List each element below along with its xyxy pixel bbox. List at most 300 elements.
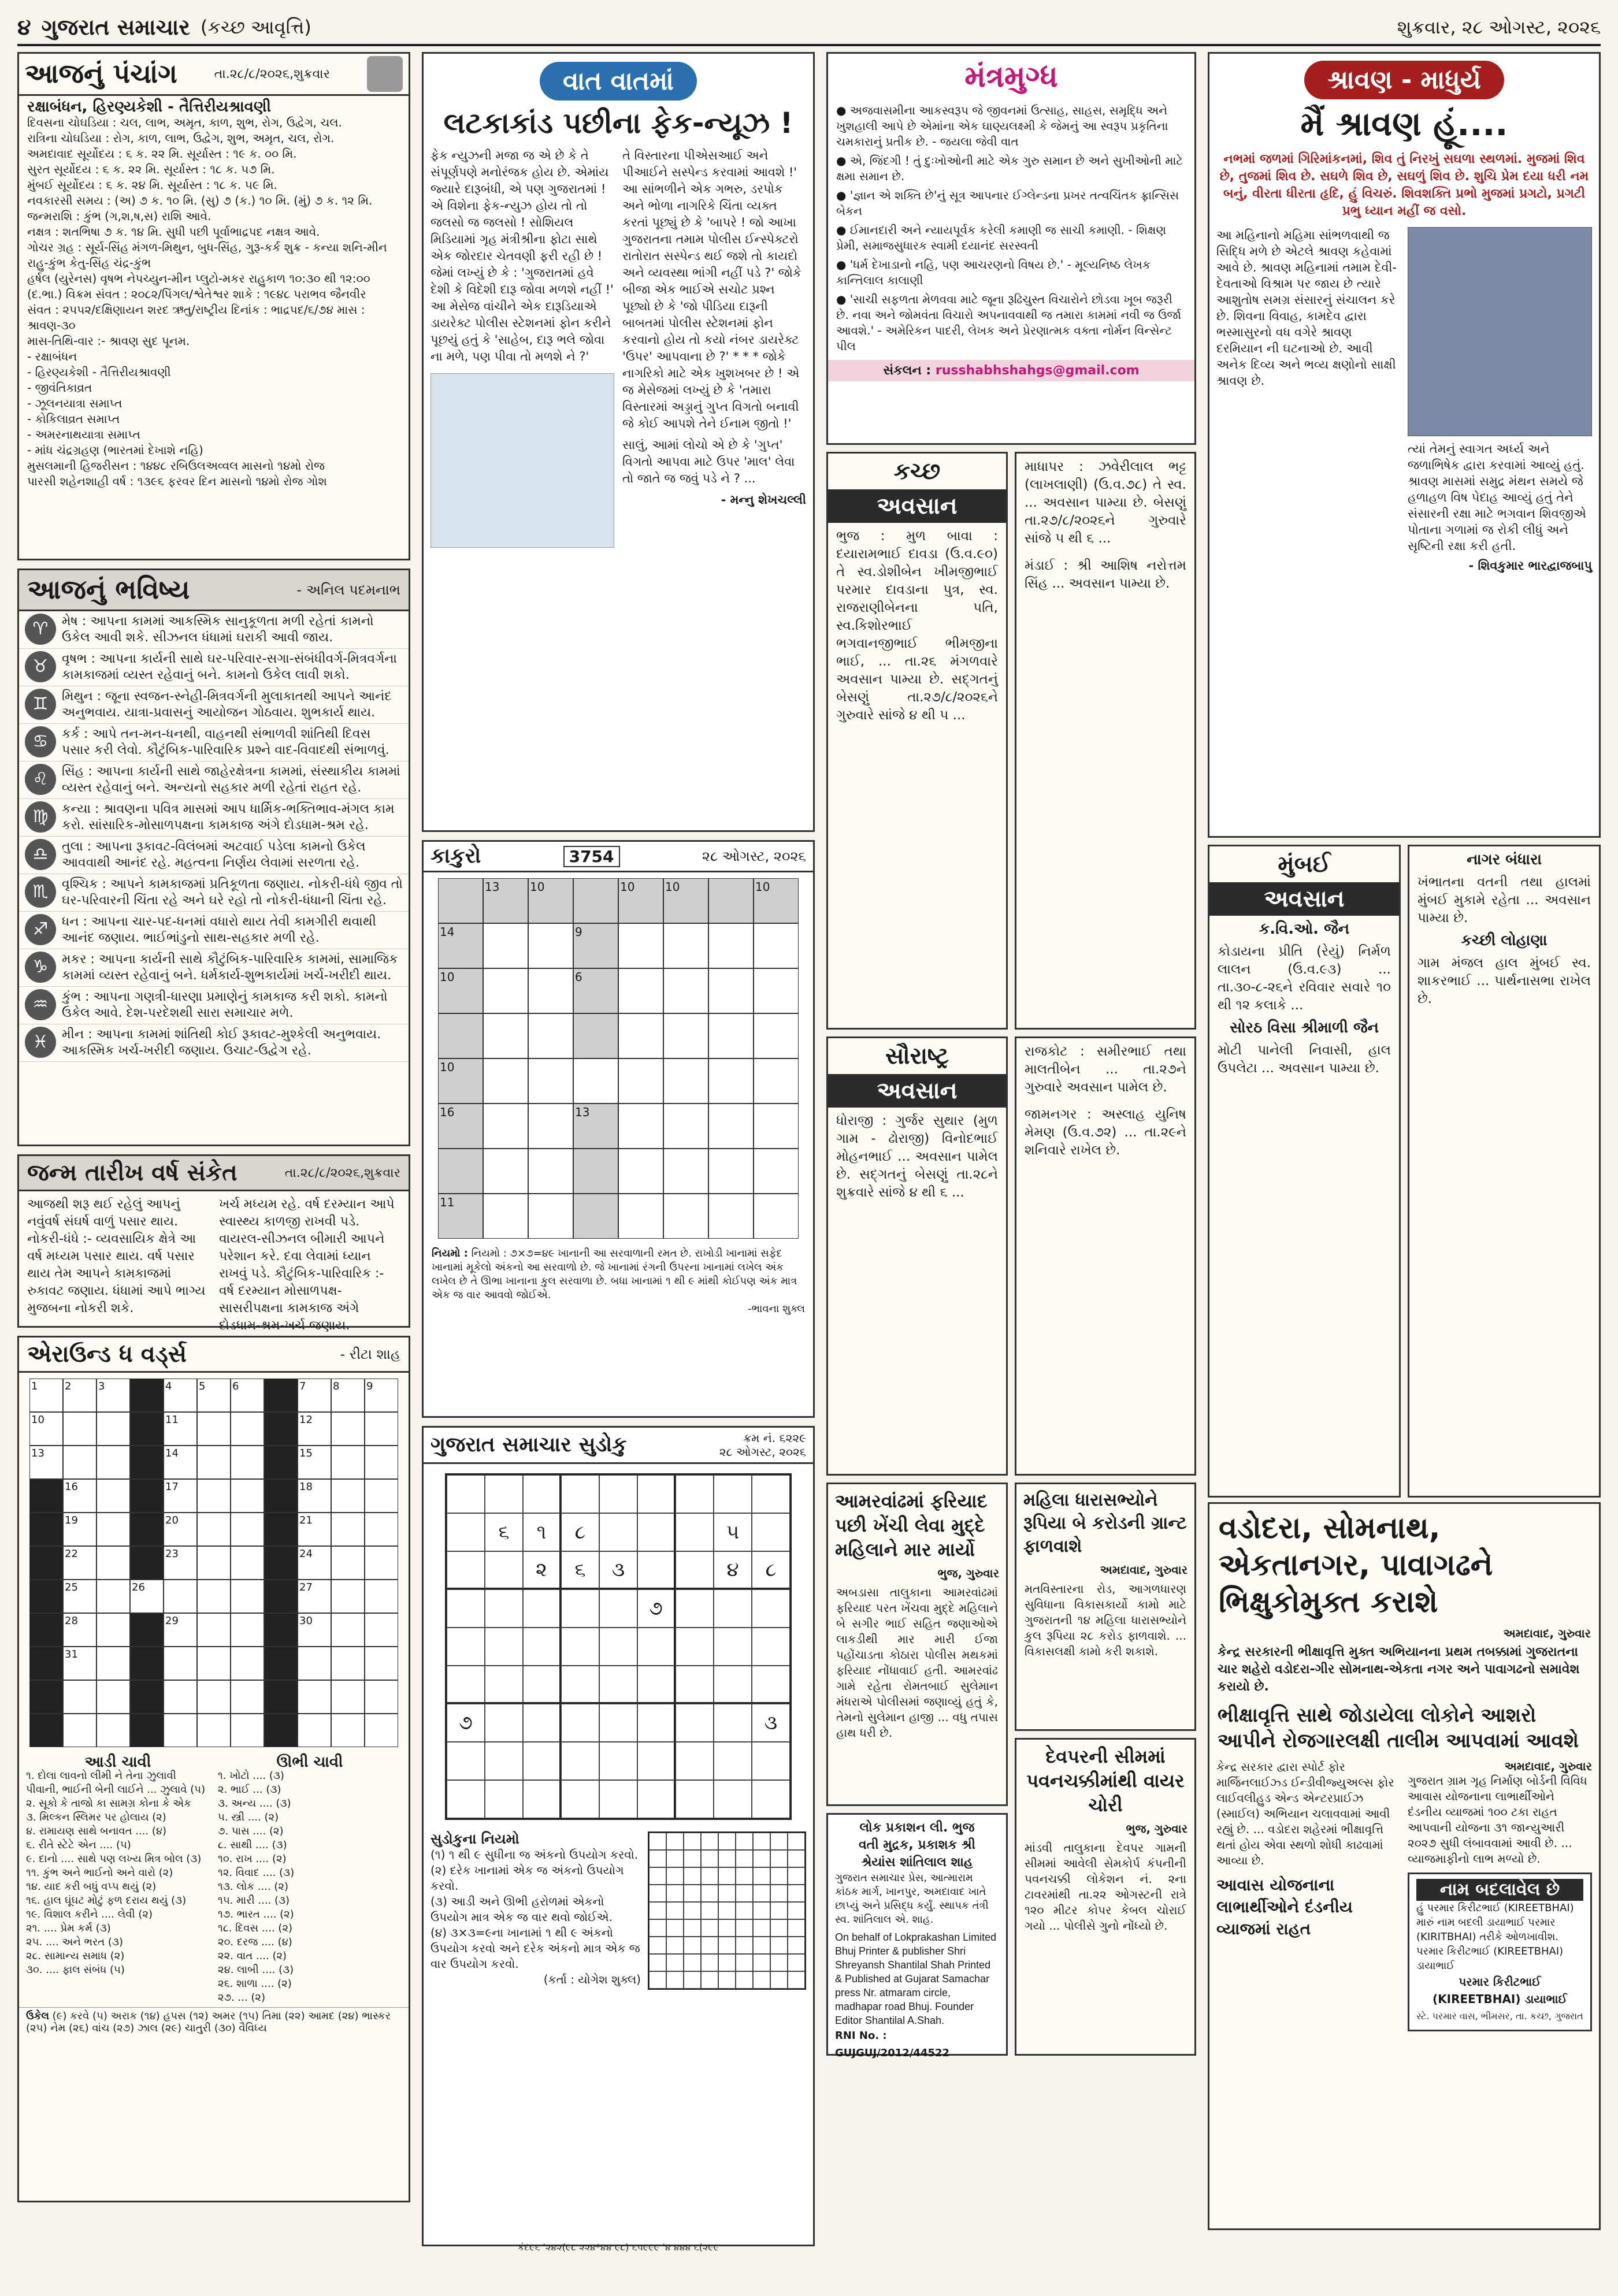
down-title: ઊભી ચાવી — [276, 1753, 343, 1771]
sudoku-cell[interactable] — [599, 1780, 637, 1818]
sudoku-cell[interactable] — [485, 1742, 523, 1780]
crossword-cell[interactable] — [164, 1647, 197, 1680]
sudoku-cell[interactable] — [485, 1666, 523, 1704]
sudoku-cell[interactable] — [447, 1475, 485, 1513]
sudoku-cell: ૮ — [561, 1513, 599, 1551]
sudoku-cell[interactable] — [485, 1475, 523, 1513]
crossword-cell[interactable] — [365, 1647, 398, 1680]
kakuro-cell[interactable] — [483, 968, 528, 1013]
zodiac-row — [19, 987, 409, 1024]
sudoku-cell[interactable] — [447, 1628, 485, 1666]
crossword-cell[interactable]: 27 — [298, 1580, 331, 1613]
crossword-cell[interactable]: 5 — [197, 1379, 231, 1412]
mumbai-box-2 — [1408, 845, 1601, 1498]
mantra-item: ● 'સાચી સફળતા મેળવવા માટે જૂના રૂઢિચુસ્ત વિચારોને છોડવા ખૂબ જરૂરી છે. નવા અને જોમવંતા વિચારો અપનાવવાથી જ તમારા કામમાં નવી જ ઉર્જા આવશે.' - અમેરિકન પાદરી, લેખક અને પ્રેરણાત્મક વક્તા નોર્મન વિન્સેન્ટ પીલ — [836, 292, 1182, 353]
crossword-cell[interactable]: 11 — [164, 1412, 197, 1446]
sudoku-answer-cell — [701, 1971, 718, 1989]
vat-box — [422, 52, 815, 832]
crossword-cell[interactable] — [231, 1412, 264, 1446]
sudoku-cell[interactable] — [599, 1589, 637, 1628]
crossword-cell[interactable]: 9 — [365, 1379, 398, 1412]
kakuro-cell[interactable] — [663, 968, 708, 1013]
sudoku-cell[interactable] — [523, 1628, 561, 1666]
sudoku-cell[interactable] — [676, 1780, 714, 1818]
crossword-cell[interactable] — [298, 1680, 331, 1714]
crossword-cell[interactable] — [231, 1680, 264, 1714]
crossword-cell[interactable] — [63, 1714, 97, 1747]
kakuro-cell[interactable] — [754, 923, 799, 968]
crossword-cell[interactable] — [231, 1479, 264, 1513]
crossword-cell[interactable] — [365, 1714, 398, 1747]
sudoku-cell[interactable] — [637, 1551, 676, 1589]
kakuro-cell[interactable] — [528, 923, 573, 968]
crossword-title: એરાઉન્ડ ધ વર્ડ્સ — [27, 1341, 187, 1368]
kakuro-cell[interactable] — [618, 1149, 663, 1194]
kakuro-cell[interactable] — [663, 1194, 708, 1239]
crossword-cell[interactable] — [298, 1647, 331, 1680]
crossword-cell[interactable]: 19 — [63, 1513, 97, 1546]
sudoku-cell[interactable] — [561, 1780, 599, 1818]
news2-headline: મહિલા ધારાસભ્યોને રૂપિયા બે કરોડની ગ્રાન્ટ ફાળવાશે — [1023, 1490, 1187, 1556]
crossword-cell[interactable] — [197, 1613, 231, 1647]
crossword-cell[interactable] — [365, 1613, 398, 1647]
sudoku-cell[interactable] — [447, 1666, 485, 1704]
birthday-right-text: ખર્ચ મધ્યમ રહે. વર્ષ દરમ્યાન આપે સ્વાસ્થ્ય કાળજી રાખવી પડે. વાયરલ-સીઝનલ બીમારી આપને પરેશાન કરે. દવા લેવામાં ધ્યાન રાખવું પડે. કૌટુંબિક-પારિવારિક :- વર્ષ દરમ્યાન મોસાળપક્ષ-સાસરીપક્ષના કામકાજ અંગે દોડધામ-શ્રમ-ખર્ચ જણાય. — [219, 1197, 395, 1333]
crossword-cell[interactable] — [365, 1479, 398, 1513]
sudoku-cell[interactable] — [599, 1666, 637, 1704]
sudoku-cell[interactable] — [447, 1589, 485, 1628]
crossword-cell[interactable] — [331, 1613, 365, 1647]
crossword-cell[interactable] — [197, 1714, 231, 1747]
kakuro-rules-title: નિયમો : — [432, 1247, 468, 1260]
sudoku-answer-cell — [788, 1954, 805, 1971]
sudoku-answer-cell — [649, 1919, 666, 1937]
sudoku-cell[interactable] — [523, 1780, 561, 1818]
namechange-address: સ્ટે. પરમાર વાસ, ભીમસર, તા. કચ્છ, ગુજરાત — [1416, 2011, 1583, 2022]
crossword-cell[interactable] — [231, 1580, 264, 1613]
sudoku-cell[interactable] — [523, 1666, 561, 1704]
kakuro-cell[interactable] — [754, 1149, 799, 1194]
sudoku-cell[interactable] — [714, 1704, 752, 1742]
sudoku-cell[interactable] — [714, 1666, 752, 1704]
sudoku-cell: ૨ — [523, 1551, 561, 1589]
crossword-cell[interactable] — [331, 1412, 365, 1446]
crossword-cell[interactable]: 21 — [298, 1513, 331, 1546]
kakuro-cell[interactable] — [708, 968, 754, 1013]
crossword-cell[interactable] — [197, 1680, 231, 1714]
sudoku-answer-cell — [753, 1885, 770, 1902]
kakuro-cell[interactable] — [754, 1104, 799, 1149]
kakuro-cell[interactable] — [708, 923, 754, 968]
crossword-cell[interactable]: 30 — [298, 1613, 331, 1647]
kakuro-cell[interactable] — [754, 1194, 799, 1239]
crossword-cell — [130, 1647, 164, 1680]
sudoku-cell[interactable] — [676, 1513, 714, 1551]
sudoku-answer-cell — [770, 1937, 788, 1954]
kakuro-cell[interactable] — [663, 1013, 708, 1058]
mantra-contact[interactable]: russhabhshahgs@gmail.com — [935, 363, 1140, 378]
sudoku-cell[interactable] — [523, 1589, 561, 1628]
kakuro-cell[interactable] — [663, 1149, 708, 1194]
crossword-cell[interactable] — [365, 1546, 398, 1580]
sudoku-answer-cell — [701, 1937, 718, 1954]
mantra-item: ● 'ધર્મ દેખાડાનો નહિ, પણ આચરણનો વિષય છે.' - મૂલ્યનિષ્ઠ લેખક કાન્તિલાલ કાલાણી — [836, 258, 1151, 287]
crossword-cell[interactable]: 18 — [298, 1479, 331, 1513]
crossword-cell[interactable]: 20 — [164, 1513, 197, 1546]
sudoku-cell: ૧ — [523, 1513, 561, 1551]
sudoku-rule: (૪) ૩×૩=૯ના ખાનામાં ૧ થી ૯ અંકનો ઉપયોગ કરવો અને દરેક અંકનો માત્ર એક જ વાર ઉપયોગ કરવો. — [431, 1926, 640, 1971]
kakuro-cell[interactable] — [754, 968, 799, 1013]
sudoku-answer-cell — [788, 1867, 805, 1885]
vat-author: - મન્નુ શેખચલ્લી — [721, 493, 806, 507]
kakuro-cell[interactable] — [618, 1058, 663, 1104]
column-second — [422, 52, 815, 2246]
crossword-cell[interactable]: 8 — [331, 1379, 365, 1412]
crossword-cell[interactable] — [97, 1546, 130, 1580]
crossword-cell[interactable]: 4 — [164, 1379, 197, 1412]
crossword-cell[interactable] — [197, 1647, 231, 1680]
crossword-cell[interactable] — [164, 1714, 197, 1747]
kakuro-cell[interactable] — [618, 1104, 663, 1149]
mumbai-name-1: ક.વિ.ઓ. જૈન — [1259, 920, 1350, 938]
crossword-cell[interactable] — [97, 1513, 130, 1546]
sudoku-cell[interactable] — [599, 1704, 637, 1742]
crossword-cell[interactable]: 22 — [63, 1546, 97, 1580]
kakuro-clue-cell — [573, 1194, 618, 1239]
sudoku-cell[interactable] — [637, 1513, 676, 1551]
kakuro-cell[interactable] — [708, 1104, 754, 1149]
crossword-cell[interactable] — [365, 1446, 398, 1479]
sudoku-cell[interactable] — [752, 1513, 790, 1551]
across-clue: ૯. દાનો .... સાથે પણ લખ્ય મિત્ર બોલ (૩) — [26, 1853, 202, 1865]
name-change-box — [1408, 1873, 1592, 2031]
crossword-cell[interactable]: 3 — [97, 1379, 130, 1412]
sudoku-rule: (૩) આડી અને ઊભી હરોળમાં એકનો ઉપયોગ માત્ર એક જ વાર થવો જોઈએ. — [431, 1894, 613, 1924]
sudoku-cell[interactable] — [485, 1780, 523, 1818]
sudoku-cell[interactable] — [637, 1628, 676, 1666]
sudoku-cell[interactable] — [523, 1704, 561, 1742]
across-clue: ૨૮. સામાન્ય સમાધ (૨) — [26, 1950, 125, 1962]
sudoku-answer-cell — [684, 1833, 701, 1850]
zodiac-row — [19, 1024, 409, 1062]
sudoku-cell[interactable] — [752, 1780, 790, 1818]
lok-body: ગુજરાત સમાચાર પ્રેસ, આત્મારામ કાંઠક માર્ગ, ખાનપુર, અમદાવાદ ખાતે છાપ્યું અને પ્રસિદ્ધ કર્યું. સ્થાપક તંત્રી સ્વ. શાંતિલાલ એ. શાહ. — [835, 1872, 989, 1926]
awas-headline: આવાસ યોજનાના લાભાર્થીઓને દંડનીય વ્યાજમાં રાહત — [1216, 1875, 1353, 1938]
sudoku-cell[interactable] — [485, 1628, 523, 1666]
crossword-cell[interactable] — [63, 1446, 97, 1479]
sudoku-answer-cell — [718, 1850, 736, 1867]
sudoku-answer-cell — [736, 1971, 753, 1989]
crossword-cell[interactable] — [97, 1680, 130, 1714]
crossword-cell[interactable] — [97, 1613, 130, 1647]
sudoku-cell[interactable] — [561, 1475, 599, 1513]
crossword-cell[interactable] — [365, 1412, 398, 1446]
crossword-cell[interactable] — [365, 1580, 398, 1613]
zodiac-row — [19, 799, 409, 837]
kakuro-cell[interactable] — [663, 1058, 708, 1104]
sudoku-answer-cell — [753, 1850, 770, 1867]
crossword-cell[interactable] — [197, 1580, 231, 1613]
crossword-cell[interactable] — [197, 1546, 231, 1580]
kakuro-clue-cell: 9 — [573, 923, 618, 968]
crossword-cell[interactable] — [331, 1680, 365, 1714]
down-clue: ૫. સ્ત્રી .... (૨) — [218, 1811, 279, 1823]
crossword-cell — [29, 1580, 63, 1613]
sudoku-cell[interactable] — [676, 1704, 714, 1742]
kakuro-cell[interactable] — [483, 1194, 528, 1239]
kakuro-cell[interactable] — [528, 1149, 573, 1194]
sudoku-cell[interactable] — [447, 1513, 485, 1551]
kakuro-cell[interactable] — [708, 1194, 754, 1239]
kakuro-cell[interactable] — [528, 1104, 573, 1149]
crossword-cell[interactable] — [97, 1580, 130, 1613]
namechange-title: નામ બદલાવેલ છે — [1416, 1879, 1583, 1901]
sudoku-cell[interactable] — [714, 1475, 752, 1513]
crossword-cell[interactable] — [331, 1714, 365, 1747]
sudoku-cell[interactable] — [561, 1589, 599, 1628]
sudoku-grid[interactable] — [445, 1473, 792, 1820]
sudoku-cell[interactable] — [676, 1666, 714, 1704]
panchang-line: - માંધ ચંદ્રગ્રહણ (ભારતમાં દેખાશે નહિ) — [27, 443, 203, 457]
crossword-cell[interactable] — [97, 1714, 130, 1747]
crossword-cell — [130, 1680, 164, 1714]
crossword-cell[interactable] — [331, 1580, 365, 1613]
kakuro-cell[interactable] — [483, 923, 528, 968]
crossword-cell[interactable] — [63, 1412, 97, 1446]
crossword-cell[interactable] — [63, 1680, 97, 1714]
down-clue: ૭. પાસ .... (૨) — [218, 1825, 284, 1837]
crossword-cell[interactable] — [298, 1714, 331, 1747]
sudoku-cell[interactable] — [676, 1551, 714, 1589]
bhavishya-box — [17, 569, 410, 1146]
panchang-line: નક્ષત્ર : શતભિષા ૭ ક. ૧૪ મિ. સુધી પછી પૂર્વાભાદ્રપદ નક્ષત્ર આવે. — [27, 225, 320, 239]
crossword-grid[interactable] — [29, 1379, 398, 1747]
sudoku-cell[interactable] — [714, 1742, 752, 1780]
sudoku-cell[interactable] — [561, 1628, 599, 1666]
sudoku-cell[interactable] — [599, 1513, 637, 1551]
kakuro-cell[interactable] — [618, 968, 663, 1013]
sudoku-cell[interactable] — [447, 1780, 485, 1818]
crossword-cell[interactable] — [197, 1479, 231, 1513]
crossword-cell[interactable] — [231, 1714, 264, 1747]
crossword-cell[interactable] — [331, 1479, 365, 1513]
kakuro-cell[interactable] — [528, 1194, 573, 1239]
kakuro-clue-cell: 10 — [663, 878, 708, 923]
sudoku-answer-cell — [770, 1954, 788, 1971]
panchang-line: - ઝૂલનયાત્રા સમાપ્ત — [27, 396, 123, 410]
kakuro-cell[interactable] — [663, 1104, 708, 1149]
crossword-cell[interactable]: 12 — [298, 1412, 331, 1446]
sudoku-cell[interactable] — [676, 1589, 714, 1628]
sudoku-cell[interactable] — [714, 1589, 752, 1628]
crossword-cell[interactable]: 31 — [63, 1647, 97, 1680]
sudoku-cell[interactable] — [637, 1742, 676, 1780]
sudoku-cell[interactable] — [485, 1704, 523, 1742]
sudoku-cell[interactable] — [561, 1666, 599, 1704]
kakuro-cell[interactable] — [483, 1013, 528, 1058]
crossword-cell[interactable]: 13 — [29, 1446, 63, 1479]
crossword-cell[interactable]: 28 — [63, 1613, 97, 1647]
sudoku-cell[interactable] — [637, 1704, 676, 1742]
sudoku-answer-cell — [770, 1902, 788, 1919]
sudoku-cell[interactable] — [561, 1704, 599, 1742]
down-clue: ૧૭. ભારત .... (૨) — [218, 1908, 294, 1920]
crossword-cell[interactable] — [97, 1412, 130, 1446]
sudoku-cell[interactable] — [676, 1742, 714, 1780]
crossword-cell[interactable] — [231, 1513, 264, 1546]
across-clue: પીવાની, ભાઈની બેની લાઈને ... ઝુલાવે (૫) — [26, 1784, 206, 1796]
sudoku-cell[interactable] — [676, 1475, 714, 1513]
crossword-cell[interactable] — [231, 1647, 264, 1680]
kakuro-cell[interactable] — [483, 1058, 528, 1104]
crossword-cell[interactable]: 6 — [231, 1379, 264, 1412]
saurashtra-sub: અવસાન — [828, 1074, 1006, 1108]
crossword-cell[interactable]: 1 — [29, 1379, 63, 1412]
kakuro-cell[interactable] — [754, 1058, 799, 1104]
down-clue: ૧૮. દિવસ .... (૨) — [218, 1922, 293, 1934]
panchang-box — [17, 52, 410, 560]
sudoku-cell[interactable] — [523, 1475, 561, 1513]
kakuro-cell[interactable] — [618, 1013, 663, 1058]
sudoku-cell[interactable] — [714, 1780, 752, 1818]
kakuro-grid[interactable] — [438, 878, 799, 1239]
news2-dateline: અમદાવાદ, ગુરુવાર — [1100, 1563, 1187, 1577]
sudoku-answer-cell — [666, 1971, 684, 1989]
crossword-cell — [130, 1412, 164, 1446]
crossword-cell[interactable]: 10 — [29, 1412, 63, 1446]
sudoku-cell[interactable] — [752, 1628, 790, 1666]
sudoku-cell: ૫ — [714, 1513, 752, 1551]
sudoku-cell[interactable] — [752, 1666, 790, 1704]
kakuro-cell[interactable] — [483, 1149, 528, 1194]
crossword-cell[interactable] — [97, 1647, 130, 1680]
sudoku-cell[interactable] — [447, 1551, 485, 1589]
across-clue: ૩. મિલ્કન સ્લિમર પર હોલાય (૨) — [26, 1811, 166, 1823]
kakuro-clue-cell: 14 — [438, 923, 483, 968]
kakuro-cell[interactable] — [708, 1058, 754, 1104]
sudoku-cell[interactable] — [447, 1742, 485, 1780]
news-amarvandh — [826, 1483, 1008, 1806]
kakuro-cell[interactable] — [528, 968, 573, 1013]
zodiac-icon: ♊ — [25, 689, 56, 720]
zodiac-icon: ♓ — [25, 1027, 56, 1058]
crossword-cell[interactable]: 23 — [164, 1546, 197, 1580]
sudoku-cell[interactable] — [752, 1742, 790, 1780]
crossword-cell[interactable] — [331, 1546, 365, 1580]
crossword-cell — [264, 1412, 298, 1446]
birthday-left-text: આજથી શરૂ થઈ રહેલું આપનું નવુંવર્ષ સંઘર્ષ વાળું પસાર થાય. નોકરી-ધંધે :- વ્યવસાયિક ક્ષેત્રે આ વર્ષ મધ્યમ પસાર થાય. વર્ષ પસાર થાય તેમ આપને કામકાજમાં રુકાવટ જણાય. ધંધામાં આપે ભાગ્ય મુજબના નોકરી શકે. — [27, 1197, 206, 1316]
crossword-cell[interactable]: 17 — [164, 1479, 197, 1513]
crossword-cell[interactable]: 15 — [298, 1446, 331, 1479]
sudoku-answer-cell — [718, 1867, 736, 1885]
sudoku-cell[interactable] — [752, 1589, 790, 1628]
sudoku-answer-cell — [649, 1971, 666, 1989]
sudoku-cell[interactable] — [637, 1475, 676, 1513]
crossword-cell[interactable] — [331, 1446, 365, 1479]
crossword-cell[interactable] — [197, 1513, 231, 1546]
sudoku-cell[interactable] — [752, 1475, 790, 1513]
sudoku-cell[interactable] — [637, 1780, 676, 1818]
crossword-cell[interactable] — [365, 1680, 398, 1714]
sudoku-answer-cell — [736, 1937, 753, 1954]
kakuro-cell[interactable] — [573, 1058, 618, 1104]
crossword-cell[interactable] — [97, 1479, 130, 1513]
crossword-cell — [130, 1613, 164, 1647]
sudoku-cell[interactable] — [599, 1628, 637, 1666]
mumbai-name-2: નાગર બંધારા — [1467, 851, 1542, 868]
crossword-cell[interactable]: 16 — [63, 1479, 97, 1513]
sudoku-cell[interactable] — [485, 1551, 523, 1589]
kakuro-cell[interactable] — [483, 1104, 528, 1149]
zodiac-icon: ♉ — [25, 651, 56, 682]
kakuro-cell[interactable] — [663, 923, 708, 968]
kakuro-cell[interactable] — [528, 1058, 573, 1104]
sudoku-cell[interactable] — [637, 1666, 676, 1704]
crossword-cell — [264, 1580, 298, 1613]
crossword-cell[interactable] — [365, 1513, 398, 1546]
sudoku-cell[interactable] — [561, 1742, 599, 1780]
zodiac-icon: ♐ — [25, 914, 56, 945]
kakuro-cell[interactable] — [708, 1149, 754, 1194]
kakuro-cell[interactable] — [528, 1013, 573, 1058]
across-clue: ૧૯. વિશાલ કરીને .... લેવી (૨) — [26, 1908, 153, 1920]
crossword-cell[interactable]: 24 — [298, 1546, 331, 1580]
kutch-text-2: માધાપર : ઝવેરીલાલ ભટ્ટ (લાખલાણી) (ઉ.વ.૭૮) તે સ્વ. ... અવસાન પામ્યા છે. બેસણું તા.૨૭/૮/૨૦૨૬ને ગુરુવારે સાંજે ૫ થી ૬ ... — [1025, 459, 1186, 546]
crossword-cell[interactable] — [97, 1446, 130, 1479]
crossword-cell[interactable] — [231, 1613, 264, 1647]
sudoku-cell[interactable] — [714, 1628, 752, 1666]
sudoku-cell[interactable] — [676, 1628, 714, 1666]
vat-col1: ફેક ન્યુઝની મજા જ એ છે કે તે સંપૂર્ણપણે મનોરંજક હોય છે. એમાંય જ્યારે દારૂબંધી, એ પણ ગુજરાતમાં ! એ વિશેના ફેક-ન્યુઝ હોય તો તો જલસો જ જલસો ! સોશિયલ મિડિયામાં ગૃહ મંત્રીશ્રીના ફોટા સાથે એક જોરદાર ચેતવણી ફરી રહી છે ! જેમાં લખ્યું છે કે : 'ગુજરાતમાં હવે દેશી કે વિદેશી દારૂ જોવા મળશે નહીં !' આ મેસેજ વાંચીને એક દારૂડિયાએ ડાયરેક્ટ પોલીસ સ્ટેશનમાં ફોન કરીને પૂછયું હતું કે 'સાહેબ, દારૂ ભલે જોવા ના મળે, પણ પીવા તો મળશે ને ?' — [431, 148, 614, 363]
crossword-cell[interactable] — [197, 1446, 231, 1479]
sudoku-answer-cell — [736, 1919, 753, 1937]
crossword-cell[interactable] — [231, 1446, 264, 1479]
sudoku-answer-cell — [649, 1833, 666, 1850]
sudoku-answer-cell — [718, 1902, 736, 1919]
kakuro-cell[interactable] — [618, 923, 663, 968]
sudoku-answer-cell — [649, 1954, 666, 1971]
crossword-cell[interactable] — [231, 1546, 264, 1580]
crossword-cell[interactable] — [331, 1513, 365, 1546]
zodiac-row — [19, 649, 409, 686]
sudoku-cell[interactable] — [599, 1475, 637, 1513]
kakuro-cell[interactable] — [708, 1013, 754, 1058]
kakuro-cell[interactable] — [754, 1013, 799, 1058]
shravan-intro: નભમાં જળમાં ગિરિમાંકનમાં, શિવ તું નિરખું સઘળા સ્થળમાં. મુજમાં શિવ છે, તુજમાં શિવ છે. સઘળે શિવ છે, સઘળું શિવ છે. શુચિ પ્રેમ દયા ધરી નમ બનું, વીરતા ધીરતા હૃદિ, હું વિચરું. શિવશક્તિ પ્રભો મુજમાં પ્રગટો, પ્રગટી પ્રભુ ધ્યાન મહીં જ વસો. — [1219, 152, 1589, 218]
kakuro-clue-cell — [438, 1013, 483, 1058]
crossword-cell[interactable]: 7 — [298, 1379, 331, 1412]
crossword-cell[interactable]: 26 — [130, 1580, 164, 1613]
sudoku-cell[interactable] — [523, 1742, 561, 1780]
sudoku-cell[interactable] — [485, 1589, 523, 1628]
kakuro-clue-cell — [573, 878, 618, 923]
crossword-cell[interactable] — [197, 1412, 231, 1446]
shravan-headline: મૈં શ્રાવણ હૂં.... — [1300, 104, 1508, 143]
crossword-cell[interactable] — [164, 1680, 197, 1714]
crossword-cell[interactable]: 14 — [164, 1446, 197, 1479]
sudoku-cell[interactable] — [599, 1742, 637, 1780]
namechange-sign: પરમાર કિરીટભાઈ (KIREETBHAI) ડાયાભાઈ — [1433, 1975, 1567, 2006]
kakuro-cell[interactable] — [618, 1194, 663, 1239]
answers-title: ઉકેલ — [26, 2010, 49, 2022]
crossword-cell[interactable]: 29 — [164, 1613, 197, 1647]
sudoku-cell: ૭ — [447, 1704, 485, 1742]
crossword-cell[interactable]: 25 — [63, 1580, 97, 1613]
sudoku-answer-cell — [770, 1919, 788, 1937]
crossword-cell[interactable] — [331, 1647, 365, 1680]
crossword-cell[interactable] — [164, 1580, 197, 1613]
crossword-cell[interactable]: 2 — [63, 1379, 97, 1412]
